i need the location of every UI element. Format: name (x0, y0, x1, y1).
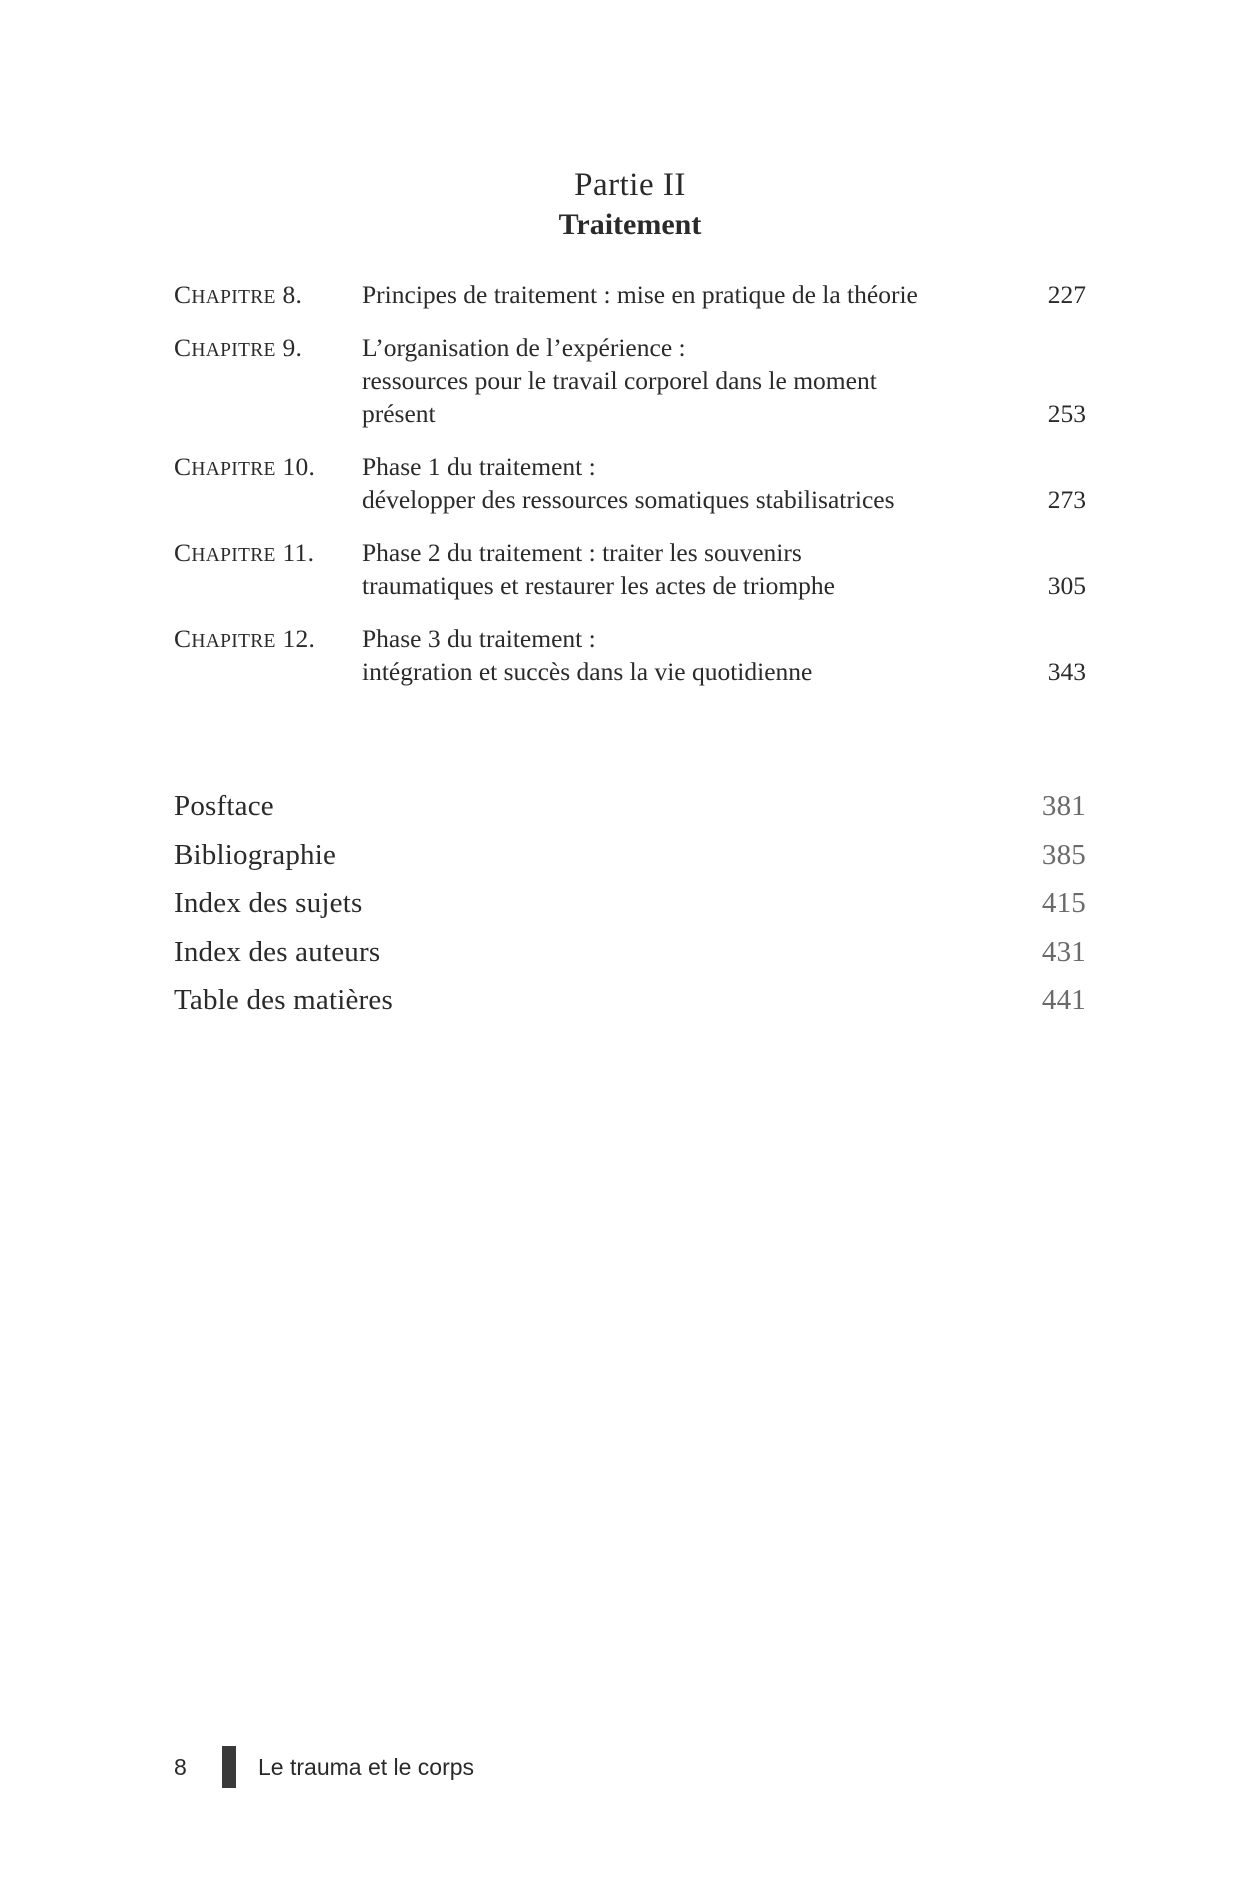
chapter-page-number: 305 (1047, 571, 1086, 600)
toc-entry-chapter-12 (174, 622, 1086, 688)
backmatter-page-number: 431 (1041, 935, 1086, 968)
toc-entry-table-of-contents (174, 980, 1086, 1029)
running-title: Le trauma et le corps (258, 1754, 475, 1780)
footer-divider-bar (222, 1746, 236, 1788)
backmatter-page-number: 441 (1041, 984, 1086, 1016)
chapter-label: CHAPITRE 12. (174, 624, 316, 653)
backmatter-page-number: 385 (1041, 838, 1086, 871)
chapter-list (174, 278, 1086, 688)
chapter-title: Phase 1 du traitement : développer des ressources somatiques stabilisatrices (362, 452, 895, 514)
toc-entry-subject-index (174, 883, 1086, 932)
part-label: Partie II (574, 167, 686, 203)
toc-entry-chapter-10 (174, 450, 1086, 516)
toc-entry-chapter-9 (174, 331, 1086, 430)
backmatter-label: Bibliographie (174, 838, 337, 871)
page-folio: 8 (174, 1754, 187, 1780)
chapter-label: CHAPITRE 10. (174, 452, 316, 481)
toc-entry-postface (174, 786, 1086, 835)
part-title: Traitement (558, 208, 702, 241)
backmatter-label: Index des sujets (174, 887, 363, 919)
chapter-page-number: 253 (1047, 399, 1086, 428)
page-footer (174, 1746, 874, 1788)
toc-entry-bibliography (174, 835, 1086, 884)
chapter-label: CHAPITRE 8. (174, 280, 303, 309)
backmatter-label: Posftace (174, 790, 274, 822)
part-heading (0, 165, 1260, 245)
chapter-label: CHAPITRE 9. (174, 333, 303, 362)
chapter-page-number: 343 (1047, 657, 1086, 686)
chapter-title: L’organisation de l’expérience : ressources pour le travail corporel dans le moment présent (362, 333, 877, 428)
chapter-title: Phase 2 du traitement : traiter les souvenirs traumatiques et restaurer les actes de triomphe (362, 538, 835, 600)
chapter-page-number: 227 (1047, 280, 1086, 309)
backmatter-list (174, 786, 1086, 1029)
toc-entry-author-index (174, 932, 1086, 981)
backmatter-label: Index des auteurs (174, 935, 381, 968)
backmatter-page-number: 381 (1041, 790, 1086, 822)
chapter-page-number: 273 (1047, 485, 1086, 514)
chapter-label: CHAPITRE 11. (174, 538, 315, 567)
backmatter-label: Table des matières (174, 984, 393, 1016)
toc-entry-chapter-11 (174, 536, 1086, 602)
toc-entry-chapter-8 (174, 278, 1086, 311)
chapter-title: Principes de traitement : mise en pratique de la théorie (362, 280, 918, 309)
chapter-title: Phase 3 du traitement : intégration et succès dans la vie quotidienne (362, 624, 813, 686)
backmatter-page-number: 415 (1041, 887, 1086, 919)
